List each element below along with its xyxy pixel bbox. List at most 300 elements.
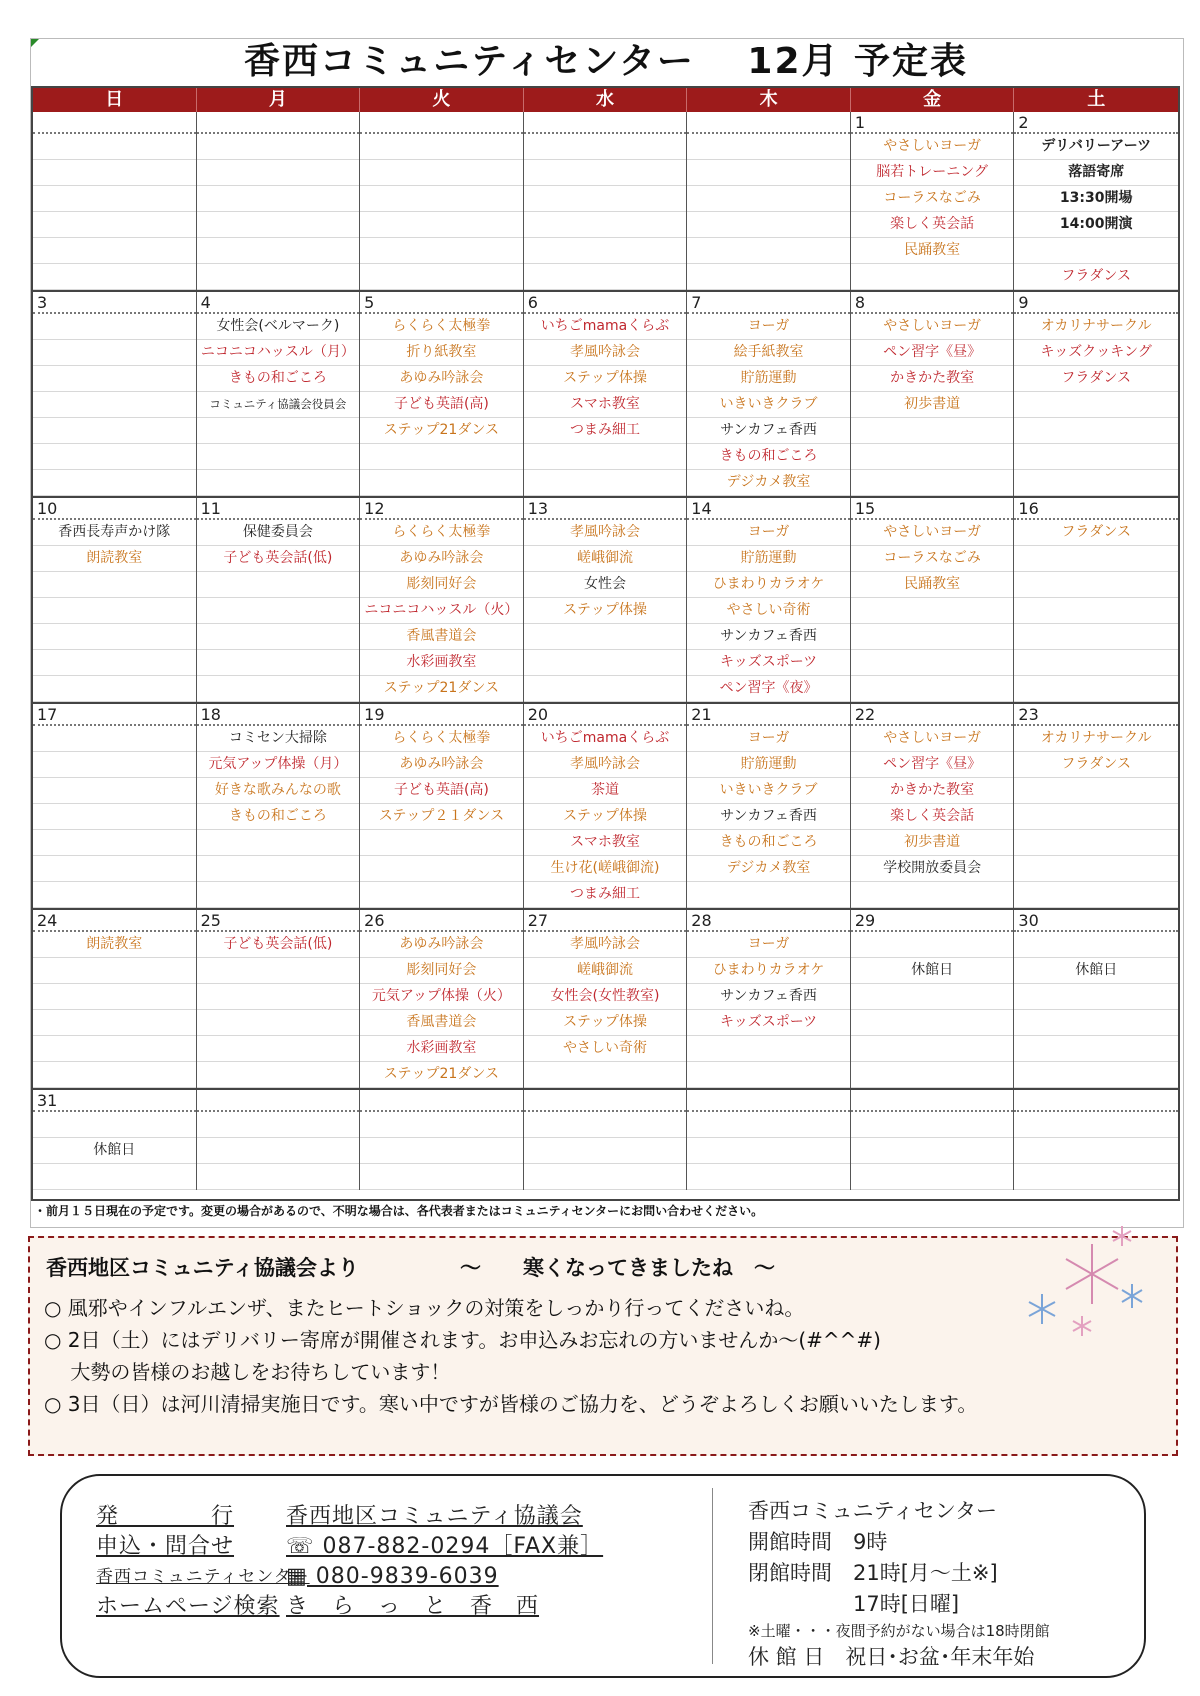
event-item	[33, 778, 196, 804]
event-item	[33, 160, 196, 186]
event-item: やさしいヨーガ	[851, 520, 1014, 546]
event-item	[851, 1036, 1014, 1062]
event-item	[197, 676, 360, 702]
event-item: 脳若トレーニング	[851, 160, 1014, 186]
event-item	[1014, 1112, 1178, 1138]
footer-row	[96, 1592, 686, 1622]
day-number	[524, 112, 687, 134]
event-item	[197, 1138, 360, 1164]
event-item	[524, 1062, 687, 1088]
event-item	[197, 882, 360, 908]
footer-value: ☏ 087-882-0294［FAX兼］	[286, 1534, 604, 1559]
event-item: 子ども英語(高)	[360, 392, 523, 418]
day-number: 14	[687, 498, 850, 520]
calendar-day	[197, 910, 361, 1088]
event-item: ニコニコハッスル（火）	[360, 598, 523, 624]
footer-saturday-note: ※土曜・・・夜間予約がない場合は18時閉館	[748, 1622, 1050, 1640]
footer-label: 発 行	[96, 1504, 235, 1529]
event-item	[33, 392, 196, 418]
event-item: 折り紙教室	[360, 340, 523, 366]
day-number: 12	[360, 498, 523, 520]
calendar-day	[360, 704, 524, 908]
calendar-day	[524, 498, 688, 702]
event-item: 彫刻同好会	[360, 958, 523, 984]
day-number	[851, 1090, 1014, 1112]
event-item	[524, 444, 687, 470]
calendar-day	[33, 112, 197, 290]
event-item	[197, 1062, 360, 1088]
event-item: フラダンス	[1014, 520, 1178, 546]
calendar-day	[524, 704, 688, 908]
footer-contact	[96, 1502, 686, 1622]
day-number: 19	[360, 704, 523, 726]
event-item	[1014, 1138, 1178, 1164]
event-item: いきいきクラブ	[687, 778, 850, 804]
event-item	[360, 882, 523, 908]
event-item: ひまわりカラオケ	[687, 958, 850, 984]
event-item	[33, 598, 196, 624]
calendar-day	[33, 704, 197, 908]
event-item	[360, 444, 523, 470]
calendar-day	[1014, 704, 1178, 908]
event-item	[197, 984, 360, 1010]
calendar-week	[33, 702, 1178, 908]
calendar-day	[851, 1090, 1015, 1190]
event-item: いちごmamaくらぶ	[524, 726, 687, 752]
weekday-label: 水	[524, 88, 688, 112]
day-number: 11	[197, 498, 360, 520]
event-item	[851, 624, 1014, 650]
event-item	[33, 676, 196, 702]
event-item	[1014, 830, 1178, 856]
footer-value: ▦ 080-9839-6039	[286, 1564, 499, 1589]
calendar-week	[33, 1088, 1178, 1190]
day-number: 25	[197, 910, 360, 932]
event-item: 休館日	[851, 958, 1014, 984]
event-item: きもの和ごころ	[197, 804, 360, 830]
event-item: やさしいヨーガ	[851, 314, 1014, 340]
event-item	[33, 830, 196, 856]
event-item	[33, 134, 196, 160]
day-number	[360, 1090, 523, 1112]
event-item	[360, 134, 523, 160]
calendar-day	[360, 112, 524, 290]
day-number: 24	[33, 910, 196, 932]
event-item	[1014, 470, 1178, 496]
event-item	[687, 160, 850, 186]
calendar-day	[851, 292, 1015, 496]
event-item	[360, 856, 523, 882]
calendar-day	[687, 1090, 851, 1190]
calendar-day	[1014, 292, 1178, 496]
calendar-day	[687, 704, 851, 908]
weekday-label: 木	[687, 88, 851, 112]
event-item	[524, 1138, 687, 1164]
event-item	[524, 238, 687, 264]
event-item: 茶道	[524, 778, 687, 804]
calendar-day	[197, 704, 361, 908]
calendar-day	[687, 112, 851, 290]
event-item	[33, 1036, 196, 1062]
event-item	[33, 186, 196, 212]
weekday-label: 日	[33, 88, 197, 112]
event-item	[197, 572, 360, 598]
calendar-day	[851, 498, 1015, 702]
event-item	[1014, 778, 1178, 804]
event-item	[33, 572, 196, 598]
event-item: ステップ21ダンス	[360, 418, 523, 444]
event-item	[197, 650, 360, 676]
event-item: 14:00開演	[1014, 212, 1178, 238]
footer-divider	[712, 1488, 713, 1664]
event-item	[524, 134, 687, 160]
event-item	[851, 932, 1014, 958]
calendar-day	[851, 910, 1015, 1088]
event-item: スマホ教室	[524, 830, 687, 856]
event-item: 嵯峨御流	[524, 958, 687, 984]
calendar-day	[851, 112, 1015, 290]
event-item: 子ども英語(高)	[360, 778, 523, 804]
calendar-day	[1014, 910, 1178, 1088]
event-item	[197, 598, 360, 624]
event-item: 初歩書道	[851, 392, 1014, 418]
event-item	[1014, 676, 1178, 702]
event-item	[1014, 546, 1178, 572]
event-item: 子ども英会話(低)	[197, 932, 360, 958]
event-item	[360, 470, 523, 496]
event-item	[851, 1112, 1014, 1138]
event-item: サンカフェ香西	[687, 984, 850, 1010]
calendar-day	[360, 1090, 524, 1190]
event-item: デリバリーアーツ	[1014, 134, 1178, 160]
event-item	[687, 882, 850, 908]
event-item	[851, 598, 1014, 624]
event-item: 落語寄席	[1014, 160, 1178, 186]
event-item: ヨーガ	[687, 314, 850, 340]
calendar-day	[524, 112, 688, 290]
event-item	[851, 676, 1014, 702]
event-item: かきかた教室	[851, 778, 1014, 804]
event-item	[1014, 856, 1178, 882]
event-item: 絵手紙教室	[687, 340, 850, 366]
event-item: 嵯峨御流	[524, 546, 687, 572]
event-item	[687, 1036, 850, 1062]
event-item: 女性会(女性教室)	[524, 984, 687, 1010]
event-item: やさしいヨーガ	[851, 726, 1014, 752]
event-item: ヨーガ	[687, 726, 850, 752]
event-item: 香風書道会	[360, 624, 523, 650]
footer-close-time-sunday: 17時[日曜]	[748, 1592, 960, 1616]
event-item	[360, 1112, 523, 1138]
day-number: 5	[360, 292, 523, 314]
calendar-day	[360, 910, 524, 1088]
event-item	[851, 264, 1014, 290]
day-number: 28	[687, 910, 850, 932]
day-number	[197, 112, 360, 134]
footer-row	[96, 1532, 686, 1562]
event-item	[33, 238, 196, 264]
day-number: 3	[33, 292, 196, 314]
event-item	[33, 1112, 196, 1138]
event-item	[524, 676, 687, 702]
day-number	[33, 112, 196, 134]
snowflake-decoration-icon	[1022, 1224, 1152, 1344]
event-item	[197, 444, 360, 470]
event-item	[197, 1010, 360, 1036]
calendar-day	[524, 910, 688, 1088]
calendar-weeks	[33, 112, 1178, 1190]
event-item	[33, 1010, 196, 1036]
event-item: オカリナサークル	[1014, 726, 1178, 752]
event-item	[360, 212, 523, 238]
event-item: らくらく太極拳	[360, 314, 523, 340]
notice-list	[44, 1292, 1124, 1420]
calendar-day	[1014, 112, 1178, 290]
event-item	[524, 264, 687, 290]
event-item	[33, 264, 196, 290]
day-number	[1014, 1090, 1178, 1112]
event-item: あゆみ吟詠会	[360, 366, 523, 392]
event-item	[197, 830, 360, 856]
calendar-day	[1014, 498, 1178, 702]
day-number: 13	[524, 498, 687, 520]
event-item: やさしい奇術	[524, 1036, 687, 1062]
calendar-day	[1014, 1090, 1178, 1190]
calendar-day	[33, 910, 197, 1088]
event-item	[851, 1164, 1014, 1190]
event-item: オカリナサークル	[1014, 314, 1178, 340]
event-item	[687, 186, 850, 212]
event-item	[1014, 932, 1178, 958]
day-number: 22	[851, 704, 1014, 726]
event-item	[197, 160, 360, 186]
event-item: ニコニコハッスル（月）	[197, 340, 360, 366]
event-item: あゆみ吟詠会	[360, 546, 523, 572]
calendar-day	[197, 498, 361, 702]
event-item	[33, 624, 196, 650]
event-item: コーラスなごみ	[851, 546, 1014, 572]
event-item: 生け花(嵯峨御流)	[524, 856, 687, 882]
event-item	[851, 418, 1014, 444]
event-item	[851, 882, 1014, 908]
event-item: あゆみ吟詠会	[360, 752, 523, 778]
event-item	[197, 238, 360, 264]
event-item: 休館日	[33, 1138, 196, 1164]
event-item	[33, 444, 196, 470]
event-item: コミュニティ協議会役員会	[197, 392, 360, 418]
event-item: サンカフェ香西	[687, 624, 850, 650]
event-item: ペン習字《昼》	[851, 340, 1014, 366]
day-number	[197, 1090, 360, 1112]
calendar-day	[851, 704, 1015, 908]
event-item	[197, 624, 360, 650]
event-item	[851, 650, 1014, 676]
event-item: かきかた教室	[851, 366, 1014, 392]
footer-row	[96, 1562, 686, 1592]
calendar	[31, 86, 1180, 1201]
calendar-day	[33, 292, 197, 496]
event-item: 朗読教室	[33, 546, 196, 572]
event-item	[360, 186, 523, 212]
event-item: 女性会(ベルマーク)	[197, 314, 360, 340]
event-item	[1014, 1036, 1178, 1062]
notice-item: ○ 2日（土）にはデリバリー寄席が開催されます。お申込みお忘れの方いませんか～(#^^#)	[44, 1328, 881, 1352]
event-item	[197, 856, 360, 882]
day-number: 20	[524, 704, 687, 726]
event-item	[360, 1138, 523, 1164]
event-item	[1014, 624, 1178, 650]
day-number	[360, 112, 523, 134]
calendar-day	[524, 1090, 688, 1190]
event-item: 彫刻同好会	[360, 572, 523, 598]
event-item: フラダンス	[1014, 366, 1178, 392]
day-number: 6	[524, 292, 687, 314]
event-item	[197, 1164, 360, 1190]
event-item: 楽しく英会話	[851, 212, 1014, 238]
day-number: 8	[851, 292, 1014, 314]
day-number: 9	[1014, 292, 1178, 314]
event-item	[1014, 598, 1178, 624]
event-item: 子ども英会話(低)	[197, 546, 360, 572]
day-number	[687, 112, 850, 134]
day-number: 10	[33, 498, 196, 520]
event-item: 貯筋運動	[687, 366, 850, 392]
event-item	[687, 212, 850, 238]
event-item	[524, 624, 687, 650]
day-number: 29	[851, 910, 1014, 932]
event-item: サンカフェ香西	[687, 804, 850, 830]
day-number: 21	[687, 704, 850, 726]
event-item	[197, 186, 360, 212]
event-item: 貯筋運動	[687, 752, 850, 778]
event-item: つまみ細工	[524, 882, 687, 908]
event-item: ひまわりカラオケ	[687, 572, 850, 598]
calendar-day	[33, 498, 197, 702]
footer-closed-days: 休 館 日 祝日･お盆･年末年始	[748, 1645, 1035, 1669]
day-number: 26	[360, 910, 523, 932]
event-item	[1014, 392, 1178, 418]
weekday-label: 月	[197, 88, 361, 112]
event-item	[687, 1062, 850, 1088]
weekday-label: 火	[360, 88, 524, 112]
calendar-week	[33, 290, 1178, 496]
event-item: ステップ体操	[524, 366, 687, 392]
event-item	[1014, 650, 1178, 676]
notice-item: ○ 風邪やインフルエンザ、またヒートショックの対策をしっかり行ってくださいね。	[44, 1296, 805, 1320]
event-item	[360, 264, 523, 290]
event-item	[197, 1036, 360, 1062]
event-item	[33, 340, 196, 366]
event-item: デジカメ教室	[687, 856, 850, 882]
event-item	[1014, 984, 1178, 1010]
event-item	[851, 470, 1014, 496]
calendar-day	[687, 292, 851, 496]
event-item: 香西長寿声かけ隊	[33, 520, 196, 546]
weekday-header	[33, 88, 1178, 112]
event-item: いちごmamaくらぶ	[524, 314, 687, 340]
event-item	[33, 752, 196, 778]
event-item	[33, 470, 196, 496]
day-number: 15	[851, 498, 1014, 520]
event-item: 元気アップ体操（月）	[197, 752, 360, 778]
event-item	[33, 1164, 196, 1190]
event-item	[524, 470, 687, 496]
event-item	[851, 1138, 1014, 1164]
event-item: 女性会	[524, 572, 687, 598]
event-item: ステップ体操	[524, 804, 687, 830]
event-item	[1014, 572, 1178, 598]
event-item	[33, 366, 196, 392]
footer-center-name: 香西コミュニティセンター	[748, 1499, 998, 1523]
event-item: きもの和ごころ	[687, 830, 850, 856]
event-item	[33, 418, 196, 444]
event-item	[524, 186, 687, 212]
calendar-day	[687, 910, 851, 1088]
event-item	[687, 134, 850, 160]
footer-value: き ら っ と 香 西	[286, 1594, 540, 1619]
event-item	[360, 160, 523, 186]
notice-item: ○ 3日（日）は河川清掃実施日です。寒い中ですが皆様のご協力を、どうぞよろしくお願いいたします。	[44, 1392, 978, 1416]
day-number: 2	[1014, 112, 1178, 134]
calendar-day	[524, 292, 688, 496]
event-item: 休館日	[1014, 958, 1178, 984]
event-item: 水彩画教室	[360, 1036, 523, 1062]
event-item	[33, 984, 196, 1010]
event-item	[197, 134, 360, 160]
event-item: 学校開放委員会	[851, 856, 1014, 882]
calendar-week	[33, 908, 1178, 1088]
day-number: 30	[1014, 910, 1178, 932]
event-item	[197, 264, 360, 290]
event-item	[197, 418, 360, 444]
schedule-note: ・前月１５日現在の予定です。変更の場合があるので、不明な場合は、各代表者またはコミュニティセンターにお問い合わせください。	[34, 1204, 764, 1218]
event-item	[687, 264, 850, 290]
footer-label: 申込・問合せ	[96, 1534, 235, 1559]
event-item	[1014, 238, 1178, 264]
event-item: スマホ教室	[524, 392, 687, 418]
notice-item: 大勢の皆様のお越しをお待ちしています！	[44, 1360, 451, 1384]
event-item: キッズクッキング	[1014, 340, 1178, 366]
event-item	[851, 1010, 1014, 1036]
event-item	[360, 238, 523, 264]
event-item: あゆみ吟詠会	[360, 932, 523, 958]
calendar-day	[33, 1090, 197, 1190]
event-item	[33, 212, 196, 238]
event-item: 楽しく英会話	[851, 804, 1014, 830]
event-item: やさしい奇術	[687, 598, 850, 624]
event-item: らくらく太極拳	[360, 726, 523, 752]
day-number: 27	[524, 910, 687, 932]
event-item	[687, 1138, 850, 1164]
event-item	[197, 212, 360, 238]
event-item	[1014, 418, 1178, 444]
event-item: フラダンス	[1014, 752, 1178, 778]
event-item: 孝風吟詠会	[524, 340, 687, 366]
event-item	[1014, 804, 1178, 830]
event-item	[524, 1112, 687, 1138]
event-item: ステップ体操	[524, 1010, 687, 1036]
event-item: ステップ21ダンス	[360, 676, 523, 702]
event-item: やさしいヨーガ	[851, 134, 1014, 160]
event-item	[1014, 882, 1178, 908]
event-item	[1014, 1062, 1178, 1088]
event-item	[360, 830, 523, 856]
event-item	[851, 1062, 1014, 1088]
event-item: ペン習字《昼》	[851, 752, 1014, 778]
event-item	[524, 1164, 687, 1190]
event-item	[33, 726, 196, 752]
event-item: 孝風吟詠会	[524, 932, 687, 958]
